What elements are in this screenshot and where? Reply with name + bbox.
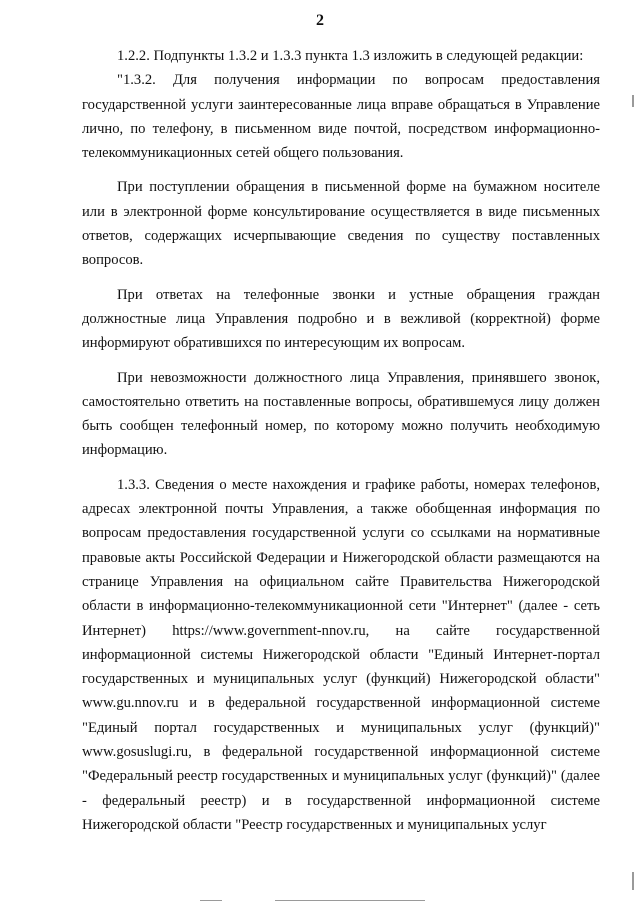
document-body xyxy=(82,44,600,837)
paragraph-amendment-intro: 1.2.2. Подпункты 1.3.2 и 1.3.3 пункта 1.3 изложить в следующей редакции: xyxy=(117,48,584,64)
paragraph-phone-answers: При ответах на телефонные звонки и устные обращения граждан должностные лица Управления подробно и в вежливой (корректной) форме информируют обратившихся по интересующим их вопросам. xyxy=(82,286,600,352)
paragraph-written-requests: При поступлении обращения в письменной форме на бумажном носителе или в электронной форме консультирование осуществляется в виде письменных ответов, содержащих исчерпывающие сведения по существу поставленных вопросов. xyxy=(82,179,600,269)
scan-artifact-mark xyxy=(632,872,634,890)
paragraph-unable-to-answer: При невозможности должностного лица Управления, принявшего звонок, самостоятельно ответить на поставленные вопросы, обратившемуся лицу должен быть сообщен телефонный номер, по которому можно получить необходимую информацию. xyxy=(82,369,600,459)
page-number: 2 xyxy=(316,12,324,29)
scan-artifact-mark xyxy=(632,95,634,107)
scan-artifact-mark xyxy=(200,900,222,901)
scan-artifact-mark xyxy=(275,900,425,901)
paragraph-1-3-2: "1.3.2. Для получения информации по вопросам предоставления государственной услуги заинтересованные лица вправе обращаться в Управление лично, по телефону, в письменном виде почтой, посредством информационно-телекоммуникационных сетей общего пользования. xyxy=(82,72,600,162)
paragraph-1-3-3: 1.3.3. Сведения о месте нахождения и графике работы, номерах телефонов, адресах электронной почты Управления, а также обобщенная информация по вопросам предоставления государственной услуги со ссылками на нормативные правовые акты Российской Федерации и Нижегородской области размещаются на странице Управления на официальном сайте Правительства Нижегородской области в информационно-телекоммуникационной сети "Интернет" (далее - сеть Интернет) https://www.government-nnov.ru, на сайте государственной информационной системы Нижегородской области "Единый Интернет-портал государственных и муниципальных услуг (функций) Нижегородской области" www.gu.nnov.ru и в федеральной государственной информационной системе "Единый портал государственных и муниципальных услуг (функций)" www.gosuslugi.ru, в федеральной государственной информационной системе "Федеральный реестр государственных и муниципальных услуг (функций)" (далее - федеральный реестр) и в государственной информационной системе Нижегородской области "Реестр государственных и муниципальных услуг xyxy=(82,476,600,833)
